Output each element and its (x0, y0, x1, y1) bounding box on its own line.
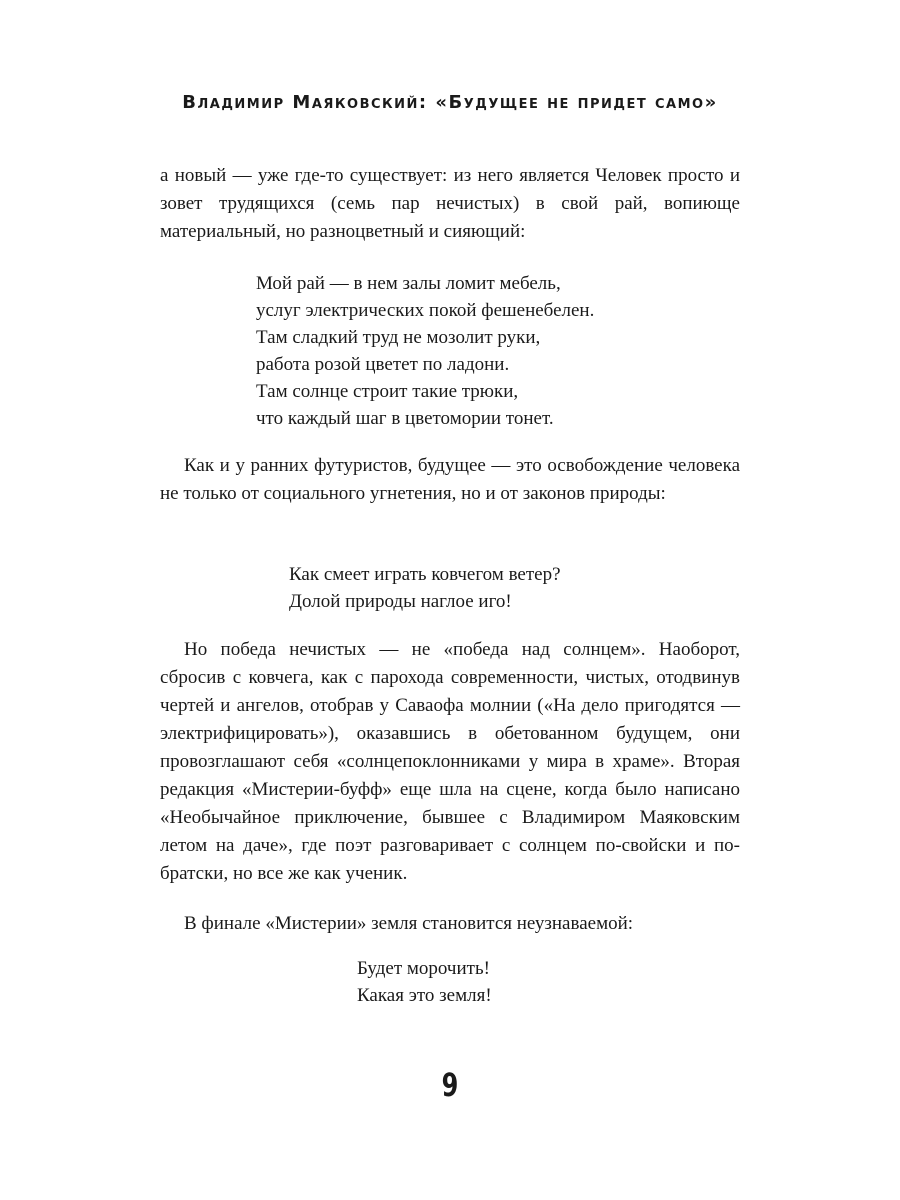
paragraph-2: Как и у ранних футуристов, будущее — это освобождение человека не только от социального угнетения, но и от законов природы: (160, 455, 740, 504)
verse-line: Будет морочить! (357, 958, 490, 979)
verse-line: работа розой цветет по ладони. (256, 354, 510, 375)
running-head: Владимир Маяковский: «Будущее не придет само» (182, 92, 718, 113)
verse-block-1 (256, 270, 594, 432)
verse-line: Какая это земля! (357, 985, 492, 1006)
paragraph-4: В финале «Мистерии» земля становится неузнаваемой: (184, 913, 634, 934)
verse-line: Мой рай — в нем залы ломит мебель, (256, 273, 561, 294)
paragraph-1: а новый — уже где-то существует: из него является Человек просто и зовет трудящихся (семь пар нечистых) в свой рай, вопиюще материальный, но разноцветный и сияющий: (160, 165, 740, 242)
verse-line: Как смеет играть ковчегом ветер? (289, 564, 561, 585)
verse-block-3 (357, 955, 492, 1009)
verse-block-2 (289, 561, 561, 615)
verse-line: Там сладкий труд не мозолит руки, (256, 327, 541, 348)
verse-line: Долой природы наглое иго! (289, 591, 512, 612)
page-number: 9 (441, 1066, 459, 1104)
verse-line: услуг электрических покой фешенебелен. (256, 300, 595, 321)
verse-line: Там солнце строит такие трюки, (256, 381, 519, 402)
verse-line: что каждый шаг в цветомории тонет. (256, 408, 554, 429)
paragraph-3: Но победа нечистых — не «победа над солнцем». Наоборот, сбросив с ковчега, как с парохода современности, чистых, отодвинув чертей и ангелов, отобрав у Саваофа молнии («На дело пригодятся — электрифицировать»), оказавшись в обетованном будущем, они провозглашают себя «солнцепоклонниками у мира в храме». Вторая редакция «Мистерии-буфф» еще шла на сцене, когда было написано «Необычайное приключение, бывшее с Владимиром Маяковским летом на даче», где поэт разговаривает с солнцем по-свойски и по-братски, но все же как ученик. (160, 639, 740, 884)
